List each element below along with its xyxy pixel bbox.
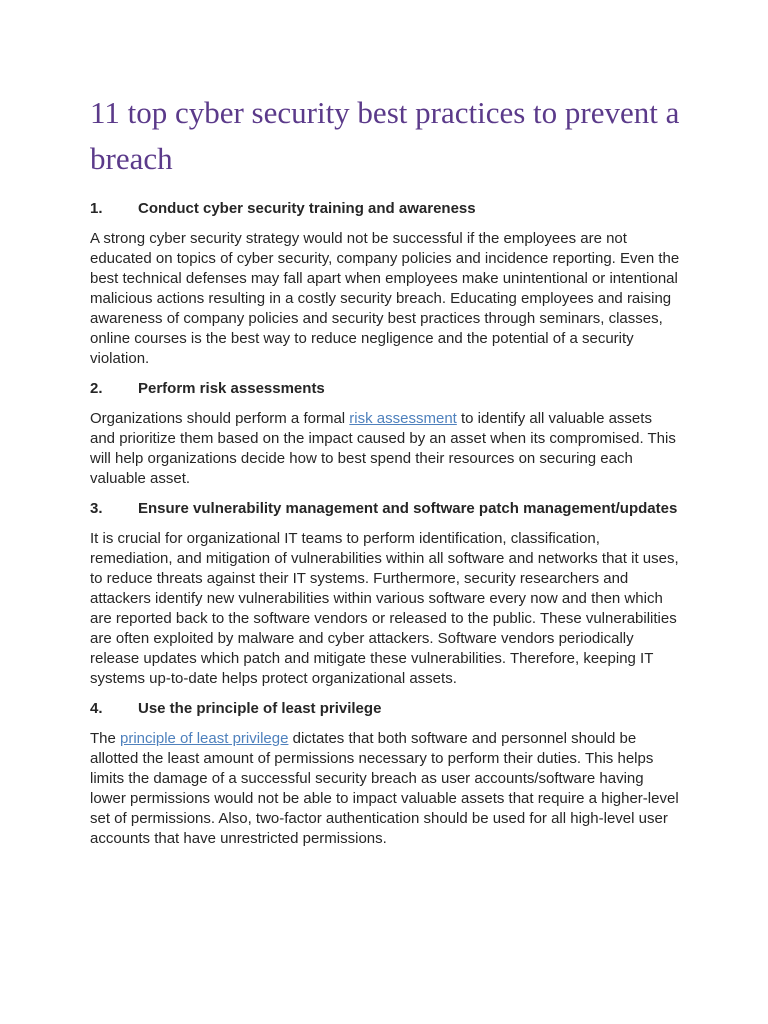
section-heading-text: Ensure vulnerability management and software patch management/updates (138, 500, 678, 517)
section-body (90, 729, 680, 849)
risk-assessment-link[interactable]: risk assessment (349, 410, 457, 427)
section-body: It is crucial for organizational IT teams to perform identification, classification, remediation, and mitigation of vulnerabilities within all software and networks that it uses, to reduce threats against their IT systems. Furthermore, security researchers and attackers identify new vulnerabilities within various software every now and then which are reported back to the software vendors or released to the public. These vulnerabilities are often exploited by malware and cyber attackers. Software vendors periodically release updates which patch and mitigate these vulnerabilities. Therefore, keeping IT systems up-to-date helps protect organizational assets. (90, 530, 679, 687)
section-heading-text: Use the principle of least privilege (138, 700, 382, 717)
document-title: 11 top cyber security best practices to prevent a breach (90, 95, 680, 176)
section-number: 1. (90, 200, 103, 217)
body-text: dictates that both software and personnel should be allotted the least amount of permissions necessary to perform their duties. This helps limits the damage of a successful security breach as user accounts/software having lower permissions would not be able to impact valuable assets that require a higher-level set of permissions. Also, two-factor authentication should be used for all high-level user accounts that have unrestricted permissions. (90, 730, 679, 847)
document-page (90, 90, 680, 859)
body-text: Organizations should perform a formal (90, 410, 350, 427)
section-body (90, 409, 680, 489)
section-heading-text: Perform risk assessments (138, 380, 325, 397)
section-number: 3. (90, 500, 103, 517)
section-heading (90, 499, 680, 519)
least-privilege-link[interactable]: principle of least privilege (120, 730, 289, 747)
section-heading (90, 379, 680, 399)
section-heading (90, 699, 680, 719)
section-heading (90, 199, 680, 219)
body-text: to identify all valuable assets and prioritize them based on the impact caused by an asset when its compromised. This will help organizations decide how to best spend their resources on securing each valuable asset. (90, 410, 676, 487)
section-number: 4. (90, 700, 103, 717)
body-text: The (90, 730, 121, 747)
section-heading-text: Conduct cyber security training and awareness (138, 200, 476, 217)
section-number: 2. (90, 380, 103, 397)
section-body: A strong cyber security strategy would not be successful if the employees are not educated on topics of cyber security, company policies and incidence reporting. Even the best technical defenses may fall apart when employees make unintentional or intentional malicious actions resulting in a costly security breach. Educating employees and raising awareness of company policies and security best practices through seminars, classes, online courses is the best way to reduce negligence and the potential of a security violation. (90, 230, 680, 367)
